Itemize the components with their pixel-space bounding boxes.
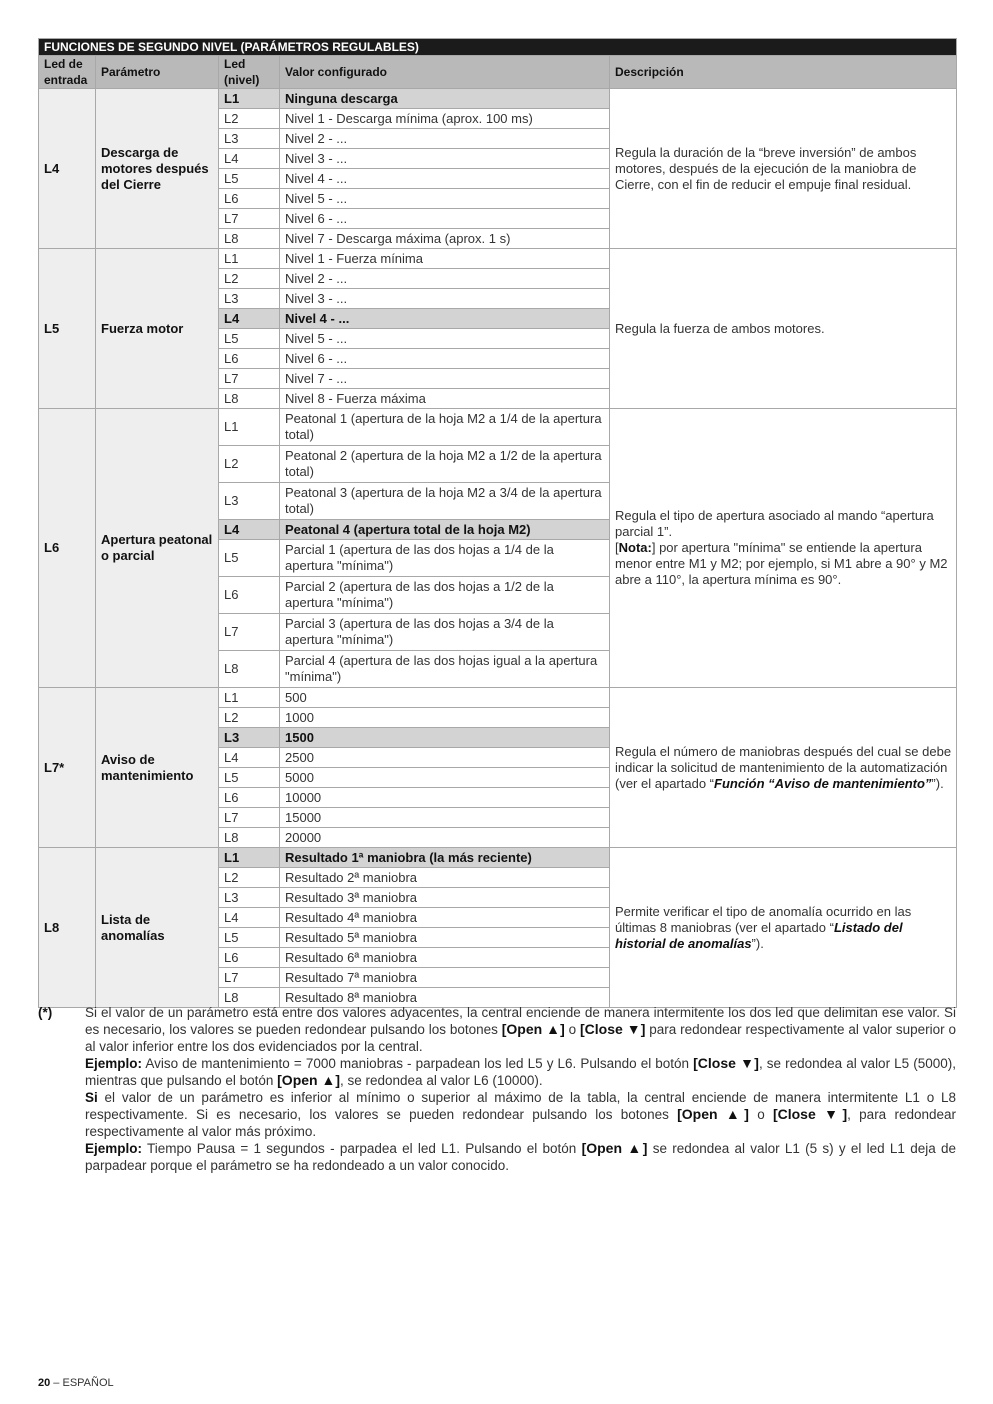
- example-label: Ejemplo:: [85, 1141, 143, 1156]
- led-level-cell: L3: [219, 289, 280, 309]
- value-cell: Resultado 8ª maniobra: [280, 988, 610, 1008]
- value-cell: Peatonal 2 (apertura de la hoja M2 a 1/2 de la apertura total): [280, 446, 610, 483]
- parameter-cell: Aviso de mantenimiento: [96, 688, 219, 848]
- led-level-cell: L5: [219, 928, 280, 948]
- led-level-cell: L8: [219, 389, 280, 409]
- parameter-cell: Lista de anomalías: [96, 848, 219, 1008]
- table-row: [39, 848, 957, 868]
- open-button-ref: [Open ▲]: [677, 1106, 749, 1122]
- close-button-ref: [Close ▼]: [580, 1021, 646, 1037]
- led-entrada-cell: L6: [39, 409, 96, 688]
- value-cell: Nivel 5 - ...: [280, 189, 610, 209]
- open-button-ref: [Open ▲]: [501, 1021, 565, 1037]
- value-cell: Parcial 1 (apertura de las dos hojas a 1/4 de la apertura "mínima"): [280, 540, 610, 577]
- value-cell: Peatonal 3 (apertura de la hoja M2 a 3/4 de la apertura total): [280, 483, 610, 520]
- value-cell: Peatonal 1 (apertura de la hoja M2 a 1/4 de la apertura total): [280, 409, 610, 446]
- value-cell: 20000: [280, 828, 610, 848]
- header-descripcion: Descripción: [610, 56, 957, 89]
- page-footer: 20 – ESPAÑOL: [38, 1377, 114, 1389]
- description-cell: Regula el tipo de apertura asociado al mando “apertura parcial 1”. [Nota:] por apertura "mínima" se entiende la apertura menor entre M1 y M2; por ejemplo, si M1 abre a 90° y M2 abre a 110°, la apertura mínima es 90°.: [610, 409, 957, 688]
- value-cell: Nivel 5 - ...: [280, 329, 610, 349]
- led-level-cell: L1: [219, 89, 280, 109]
- description-cell: Permite verificar el tipo de anomalía ocurrido en las últimas 8 maniobras (ver el apartado “Listado del historial de anomalías”).: [610, 848, 957, 1008]
- footnote: [38, 1004, 956, 1174]
- page-number: 20: [38, 1377, 51, 1389]
- led-level-cell: L3: [219, 483, 280, 520]
- parameter-cell: Descarga de motores después del Cierre: [96, 89, 219, 249]
- description-cell: Regula la fuerza de ambos motores.: [610, 249, 957, 409]
- value-cell: Ninguna descarga: [280, 89, 610, 109]
- table-row: [39, 89, 957, 109]
- table-row: [39, 409, 957, 446]
- footnote-paragraph: Si el valor de un parámetro es inferior al mínimo o superior al máximo de la tabla, la central enciende de manera intermitente L1 o L8 respectivamente. Si es necesario, los valores se pueden redondear pulsando los botones [Open ▲] o [Close ▼], para redondear respectivamente al valor más próximo.: [85, 1090, 956, 1139]
- header-led-nivel: Led (nivel): [219, 56, 280, 89]
- description-note-text: ] por apertura "mínima" se entiende la apertura menor entre M1 y M2; por ejemplo, si M1 abre a 90° y M2 abre a 110°, la apertura mínima es 90°.: [615, 540, 948, 587]
- value-cell: Nivel 8 - Fuerza máxima: [280, 389, 610, 409]
- led-level-cell: L7: [219, 614, 280, 651]
- section-reference: Listado del historial de anomalías: [615, 919, 903, 951]
- led-level-cell: L8: [219, 828, 280, 848]
- table-row: [39, 688, 957, 708]
- value-cell: Nivel 4 - ...: [280, 169, 610, 189]
- value-cell: Nivel 7 - Descarga máxima (aprox. 1 s): [280, 229, 610, 249]
- value-cell: Resultado 1ª maniobra (la más reciente): [280, 848, 610, 868]
- led-level-cell: L3: [219, 888, 280, 908]
- value-cell: Peatonal 4 (apertura total de la hoja M2): [280, 520, 610, 540]
- close-button-ref: [Close ▼]: [772, 1106, 848, 1122]
- si-label: Si: [85, 1090, 98, 1105]
- value-cell: Resultado 4ª maniobra: [280, 908, 610, 928]
- table-title: FUNCIONES DE SEGUNDO NIVEL (PARÁMETROS REGULABLES): [39, 39, 957, 56]
- header-valor: Valor configurado: [280, 56, 610, 89]
- header-parametro: Parámetro: [96, 56, 219, 89]
- led-level-cell: L2: [219, 446, 280, 483]
- value-cell: 500: [280, 688, 610, 708]
- led-level-cell: L3: [219, 129, 280, 149]
- description-cell: Regula la duración de la “breve inversión” de ambos motores, después de la ejecución de la maniobra de Cierre, con el fin de reducir el empuje final residual.: [610, 89, 957, 249]
- value-cell: 1500: [280, 728, 610, 748]
- led-level-cell: L5: [219, 768, 280, 788]
- led-level-cell: L2: [219, 109, 280, 129]
- value-cell: 10000: [280, 788, 610, 808]
- led-level-cell: L4: [219, 748, 280, 768]
- value-cell: 15000: [280, 808, 610, 828]
- led-level-cell: L7: [219, 968, 280, 988]
- led-level-cell: L8: [219, 651, 280, 688]
- led-level-cell: L6: [219, 577, 280, 614]
- parameters-table: [38, 38, 957, 1008]
- led-level-cell: L6: [219, 189, 280, 209]
- led-level-cell: L5: [219, 329, 280, 349]
- value-cell: 2500: [280, 748, 610, 768]
- led-level-cell: L6: [219, 788, 280, 808]
- led-entrada-cell: L8: [39, 848, 96, 1008]
- value-cell: Resultado 6ª maniobra: [280, 948, 610, 968]
- parameter-cell: Apertura peatonal o parcial: [96, 409, 219, 688]
- footnote-paragraph: Ejemplo: Tiempo Pausa = 1 segundos - parpadea el led L1. Pulsando el botón [Open ▲] se redondea al valor L1 (5 s) y el led L1 deja de parpadear porque el parámetro se ha redondeado a un valor conocido.: [85, 1140, 957, 1173]
- value-cell: Resultado 2ª maniobra: [280, 868, 610, 888]
- value-cell: Resultado 7ª maniobra: [280, 968, 610, 988]
- led-level-cell: L4: [219, 149, 280, 169]
- led-level-cell: L4: [219, 908, 280, 928]
- footnote-paragraph: Si el valor de un parámetro está entre dos valores adyacentes, la central enciende de manera intermitente los dos led que delimitan ese valor. Si es necesario, los valores se pueden redondear pulsando los botones [Open ▲] o [Close ▼] para redondear respectivamente al valor superior o al valor inferior entre los dos evidenciados por la central.: [85, 1005, 956, 1054]
- led-level-cell: L3: [219, 728, 280, 748]
- led-level-cell: L7: [219, 209, 280, 229]
- value-cell: Nivel 6 - ...: [280, 209, 610, 229]
- value-cell: Nivel 1 - Descarga mínima (aprox. 100 ms): [280, 109, 610, 129]
- led-entrada-cell: L5: [39, 249, 96, 409]
- value-cell: Resultado 5ª maniobra: [280, 928, 610, 948]
- footnote-marker: (*): [38, 1005, 53, 1020]
- parameter-cell: Fuerza motor: [96, 249, 219, 409]
- section-reference: Función “Aviso de mantenimiento”: [714, 775, 932, 791]
- open-button-ref: [Open ▲]: [581, 1140, 648, 1156]
- value-cell: Parcial 4 (apertura de las dos hojas igual a la apertura "mínima"): [280, 651, 610, 688]
- value-cell: 5000: [280, 768, 610, 788]
- led-level-cell: L8: [219, 988, 280, 1008]
- footnote-text: [85, 1004, 956, 1174]
- led-level-cell: L6: [219, 948, 280, 968]
- led-level-cell: L2: [219, 868, 280, 888]
- led-level-cell: L5: [219, 540, 280, 577]
- description-cell: Regula el número de maniobras después del cual se debe indicar la solicitud de mantenimiento de la automatización (ver el apartado “Función “Aviso de mantenimiento””).: [610, 688, 957, 848]
- value-cell: Parcial 2 (apertura de las dos hojas a 1/2 de la apertura "mínima"): [280, 577, 610, 614]
- led-level-cell: L4: [219, 309, 280, 329]
- value-cell: 1000: [280, 708, 610, 728]
- value-cell: Nivel 6 - ...: [280, 349, 610, 369]
- value-cell: Nivel 4 - ...: [280, 309, 610, 329]
- value-cell: Nivel 3 - ...: [280, 289, 610, 309]
- led-level-cell: L6: [219, 349, 280, 369]
- value-cell: Nivel 1 - Fuerza mínima: [280, 249, 610, 269]
- led-level-cell: L7: [219, 808, 280, 828]
- led-level-cell: L1: [219, 848, 280, 868]
- led-level-cell: L1: [219, 249, 280, 269]
- led-entrada-cell: L4: [39, 89, 96, 249]
- footnote-paragraph: Ejemplo: Aviso de mantenimiento = 7000 maniobras - parpadean los led L5 y L6. Pulsando el botón [Close ▼], se redondea al valor L5 (5000), mientras que pulsando el botón [Open ▲], se redondea al valor L6 (10000).: [85, 1055, 956, 1088]
- led-level-cell: L2: [219, 269, 280, 289]
- language-label: ESPAÑOL: [62, 1377, 114, 1389]
- led-entrada-cell: L7*: [39, 688, 96, 848]
- close-button-ref: [Close ▼]: [693, 1055, 759, 1071]
- value-cell: Nivel 2 - ...: [280, 269, 610, 289]
- led-level-cell: L8: [219, 229, 280, 249]
- led-level-cell: L5: [219, 169, 280, 189]
- example-label: Ejemplo:: [85, 1056, 143, 1071]
- value-cell: Resultado 3ª maniobra: [280, 888, 610, 908]
- led-level-cell: L1: [219, 688, 280, 708]
- value-cell: Nivel 3 - ...: [280, 149, 610, 169]
- value-cell: Parcial 3 (apertura de las dos hojas a 3/4 de la apertura "mínima"): [280, 614, 610, 651]
- led-level-cell: L4: [219, 520, 280, 540]
- open-button-ref: [Open ▲]: [277, 1072, 340, 1088]
- led-level-cell: L7: [219, 369, 280, 389]
- value-cell: Nivel 7 - ...: [280, 369, 610, 389]
- value-cell: Nivel 2 - ...: [280, 129, 610, 149]
- header-led-entrada: Led de entrada: [39, 56, 96, 89]
- table-row: [39, 249, 957, 269]
- note-label: Nota:: [618, 540, 652, 555]
- description-text: Regula el tipo de apertura asociado al mando “apertura parcial 1”.: [615, 508, 934, 539]
- table-body: [39, 89, 957, 1008]
- led-level-cell: L2: [219, 708, 280, 728]
- led-level-cell: L1: [219, 409, 280, 446]
